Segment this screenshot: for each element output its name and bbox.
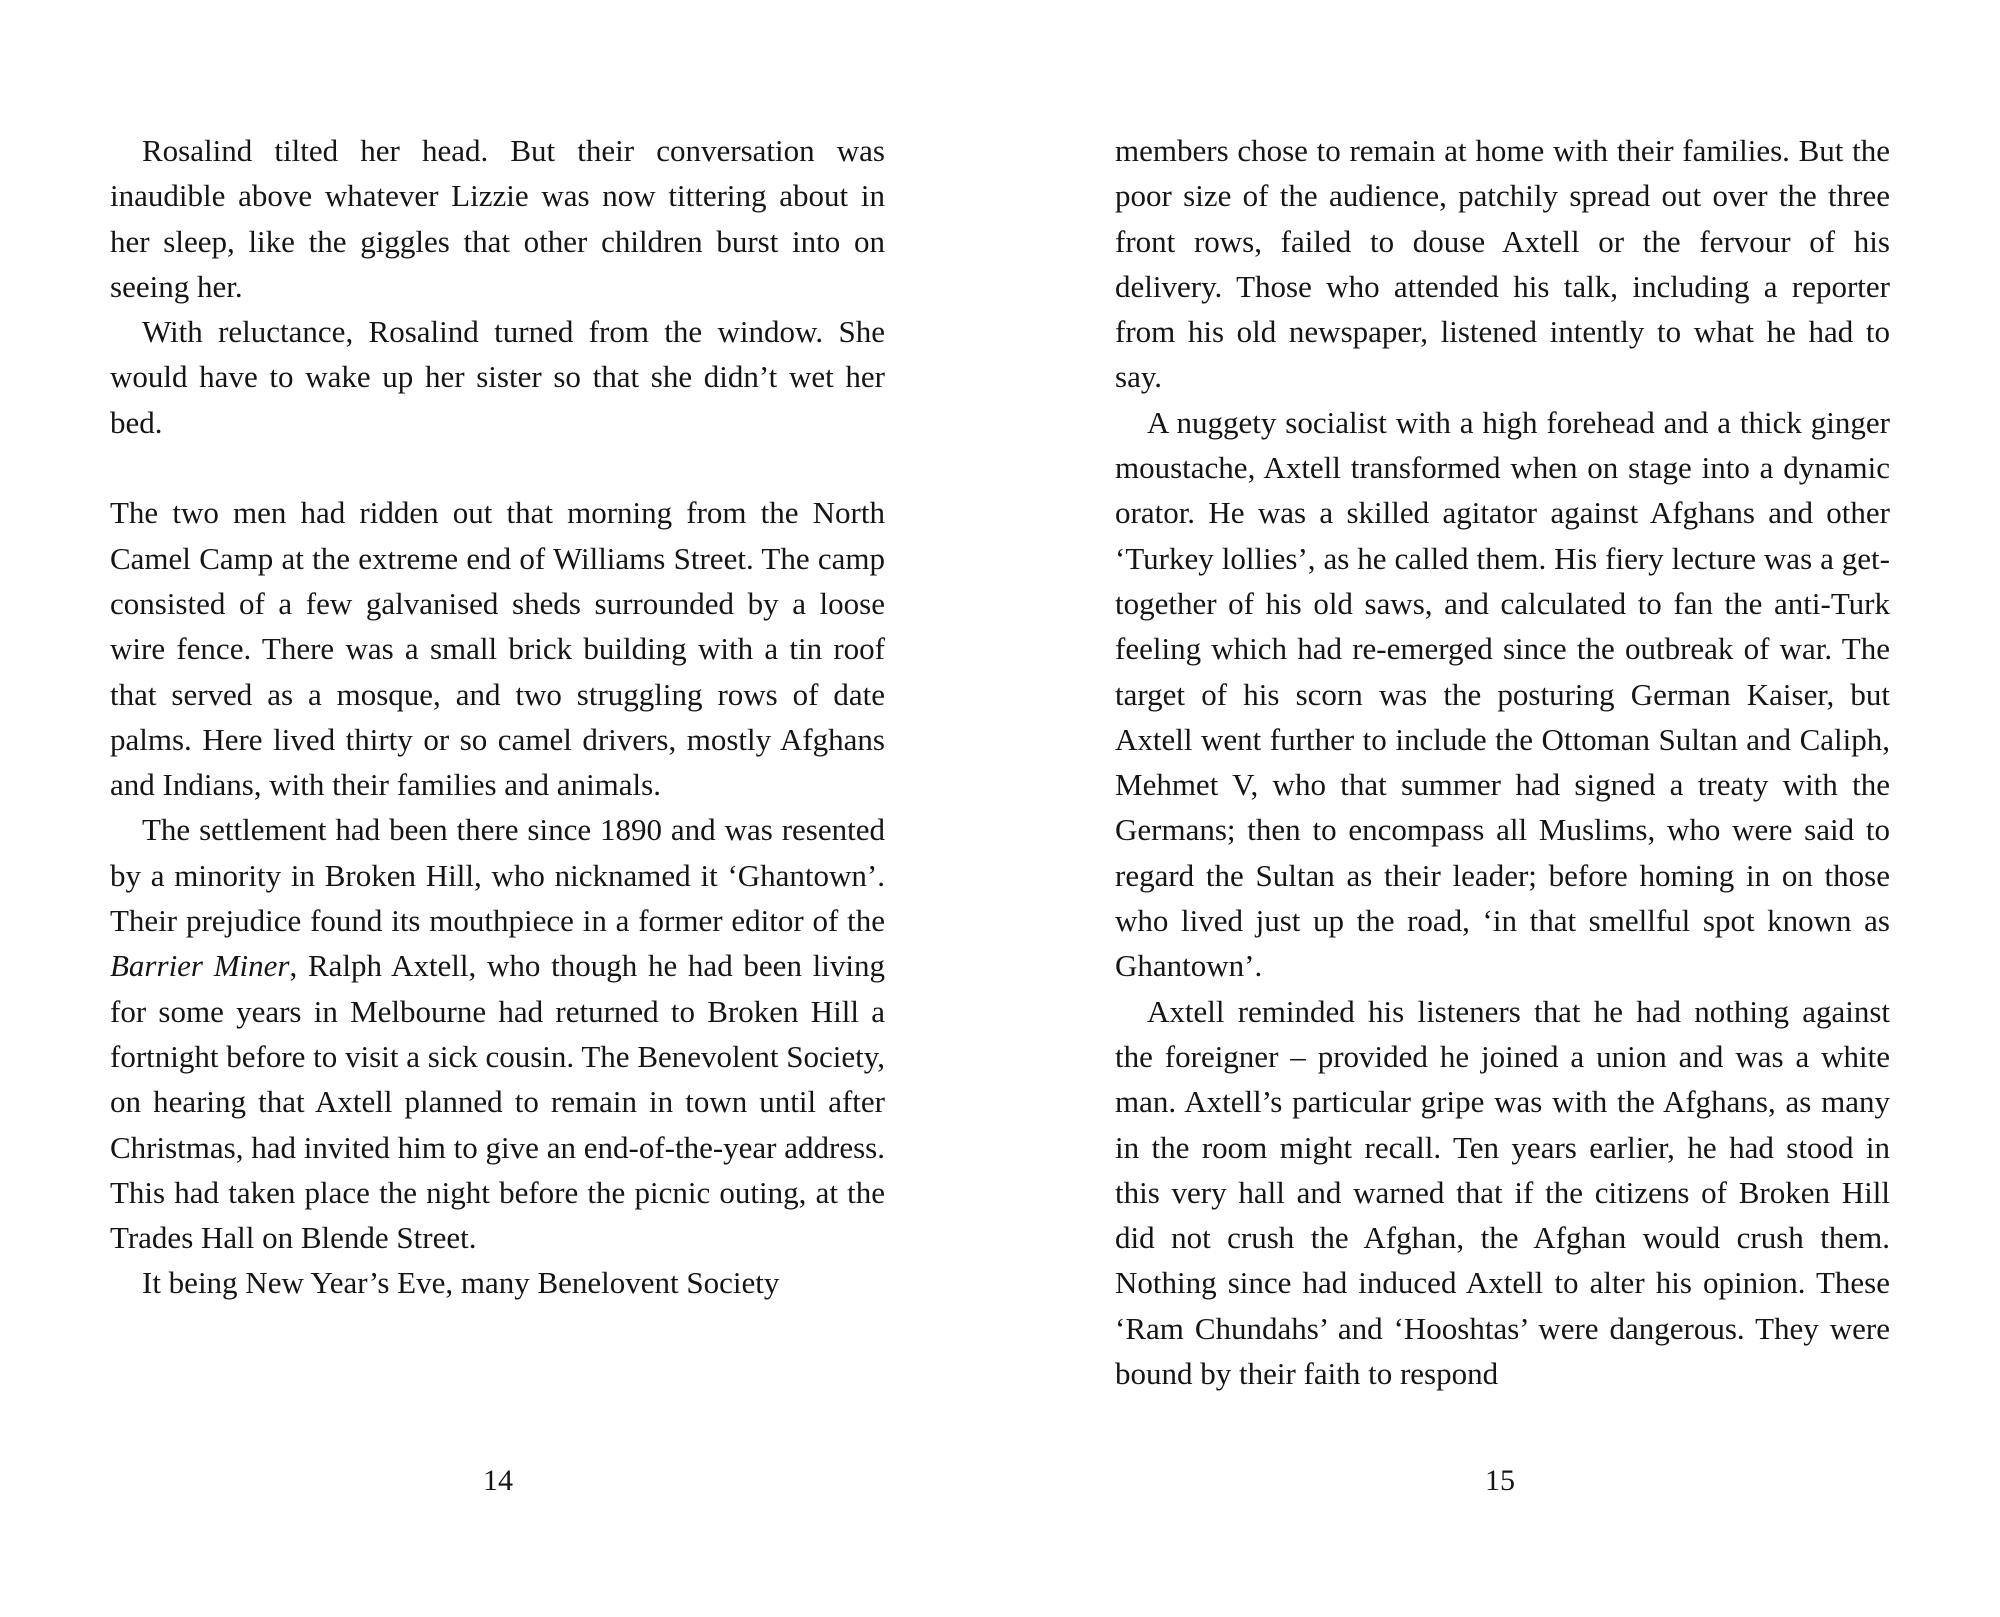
left-page-text [110,128,885,1306]
paragraph: It being New Year’s Eve, many Benelovent Society [142,1265,780,1301]
paragraph-text: , Ralph Axtell, who though he had been living for some years in Melbourne had returned to Broken Hill a fortnight before to visit a sick cousin. The Benevolent Society, on hearing that Axtell planned to remain in town until after Christmas, had invited him to give an end-of-the-year address. This had taken place the night before the picnic outing, at the Trades Hall on Blende Street. [110,948,886,1256]
paragraph: A nuggety socialist with a high forehead and a thick ginger moustache, Axtell transformed when on stage into a dynamic orator. He was a skilled agitator against Afghans and other ‘Turkey lollies’, as he called them. His fiery lecture was a get-together of his old saws, and calculated to fan the anti-Turk feeling which had re-emerged since the outbreak of war. The target of his scorn was the posturing German Kaiser, but Axtell went further to include the Ottoman Sultan and Caliph, Mehmet V, who that summer had signed a treaty with the Germans; then to encompass all Muslims, who were said to regard the Sultan as their leader; before homing in on those who lived just up the road, ‘in that smellful spot known as Ghantown’. [1115,404,1890,984]
page-number: 14 [483,1464,513,1497]
paragraph: Axtell reminded his listeners that he had nothing against the foreigner – provided he joined a union and was a white man. Axtell’s particular gripe was with the Afghans, as many in the room might recall. Ten years earlier, he had stood in this very hall and warned that if the citizens of Broken Hill did not crush the Afghan, the Afghan would crush them. Nothing since had induced Axtell to alter his opinion. These ‘Ram Chundahs’ and ‘Hooshtas’ were dangerous. They were bound by their faith to respond [1115,993,1890,1392]
right-page-text [1115,128,1890,1396]
paragraph: Rosalind tilted her head. But their conversation was inaudible above whatever Lizzie was now tittering about in her sleep, like the giggles that other children burst into on seeing her. [110,133,885,304]
paragraph [110,807,885,1260]
paragraph: members chose to remain at home with their families. But the poor size of the audience, patchily spread out over the three front rows, failed to douse Axtell or the fervour of his delivery. Those who attended his talk, including a reporter from his old newspaper, listened intently to what he had to say. [1115,133,1890,395]
paragraph: The two men had ridden out that morning from the North Camel Camp at the extreme end of Williams Street. The camp consisted of a few galvanised sheds surrounded by a loose wire fence. There was a small brick building with a tin roof that served as a mosque, and two struggling rows of date palms. Here lived thirty or so camel drivers, mostly Afghans and Indians, with their families and animals. [110,495,885,803]
page-number: 15 [1485,1464,1515,1497]
newspaper-title: Barrier Miner [110,948,290,984]
section-break [110,445,885,490]
paragraph-text: The settlement had been there since 1890 and was resented by a minority in Broken Hill, who nicknamed it ‘Ghantown’. Their prejudice found its mouthpiece in a former editor of the [110,812,885,939]
paragraph: With reluctance, Rosalind turned from the window. She would have to wake up her sister so that she didn’t wet her bed. [110,314,885,440]
